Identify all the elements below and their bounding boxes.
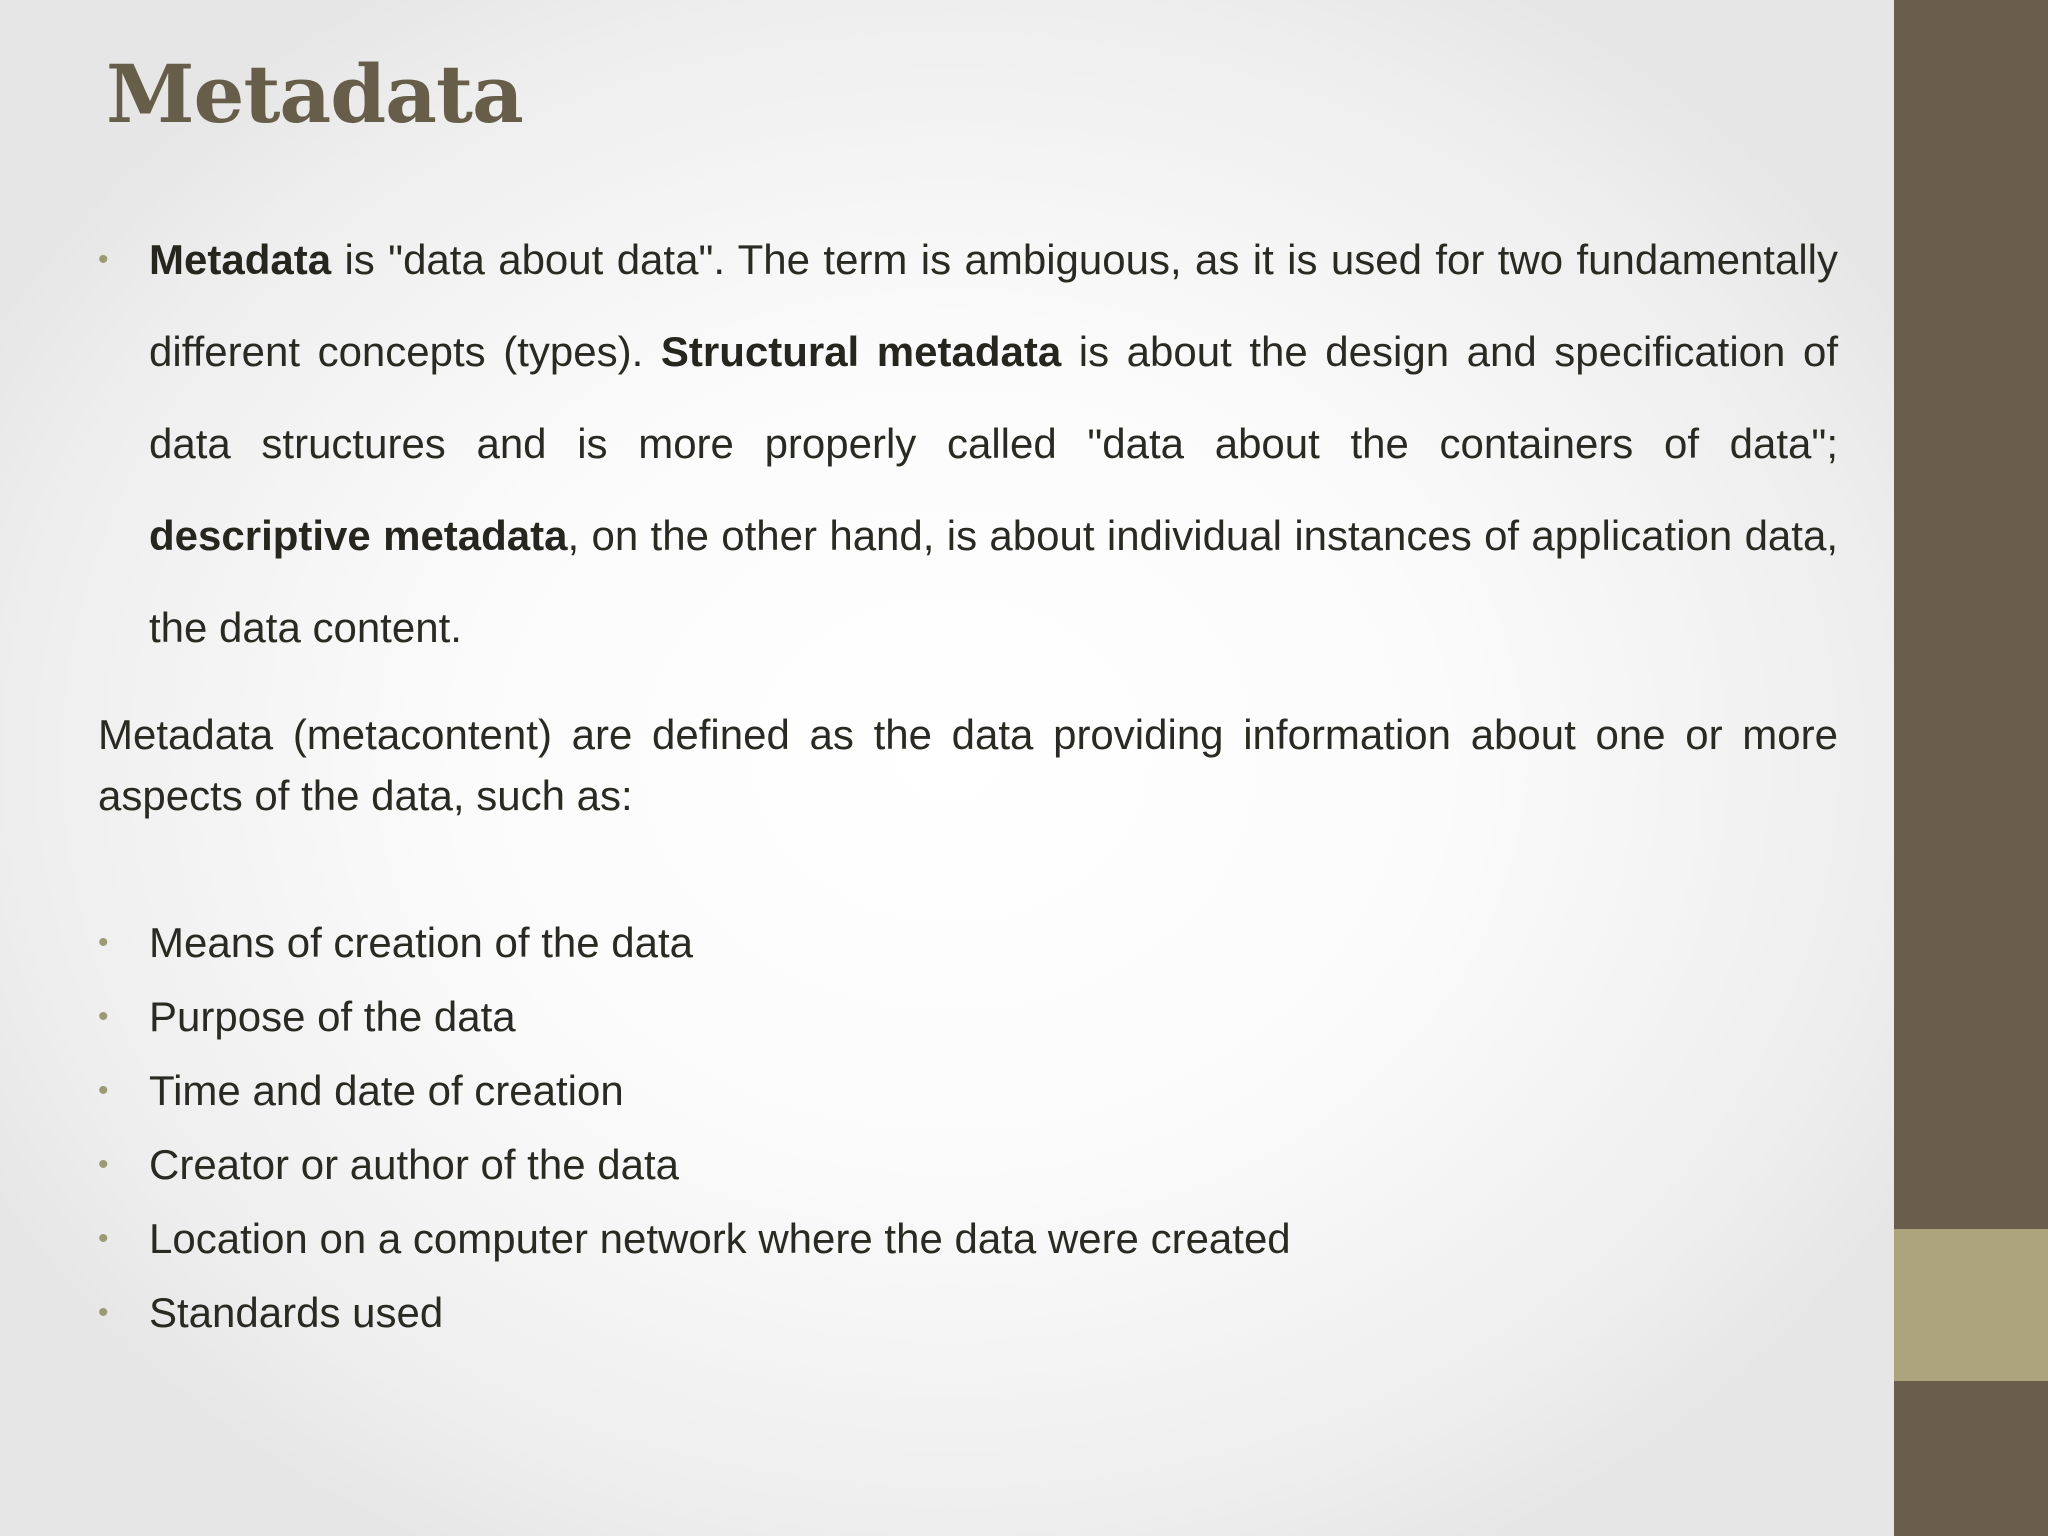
list-item-text: Means of creation of the data (149, 919, 694, 966)
aspects-list (98, 906, 1838, 1350)
list-item (98, 1128, 1838, 1202)
list-item-text: Purpose of the data (149, 993, 516, 1040)
bullet-icon: • (98, 1074, 109, 1107)
bullet-icon: • (98, 926, 109, 959)
bullet-icon: • (98, 1296, 109, 1329)
list-item (98, 1276, 1838, 1350)
list-item (98, 1054, 1838, 1128)
list-item-text: Standards used (149, 1289, 444, 1336)
intro-paragraph (98, 214, 1838, 674)
list-item (98, 1202, 1838, 1276)
page-title: Metadata (106, 47, 523, 141)
term-metadata: Metadata (149, 236, 332, 283)
bullet-icon: • (98, 243, 109, 276)
intro-text-2: is about the design and specification of data structures and is more properly called "data about the containers of data"; (149, 328, 1838, 467)
intro-text-3: , on the other hand, is about individual instances of application data, the data content. (149, 512, 1838, 651)
bullet-icon: • (98, 1000, 109, 1033)
list-item-text: Time and date of creation (149, 1067, 624, 1114)
list-item (98, 980, 1838, 1054)
bullet-icon: • (98, 1222, 109, 1255)
list-item-text: Creator or author of the data (149, 1141, 679, 1188)
sidebar-accent-block (1894, 1229, 2048, 1381)
intro-text-1: is "data about data". The term is ambiguous, as it is used for two fundamentally different concepts (types). (149, 236, 1838, 375)
list-item (98, 906, 1838, 980)
bullet-icon: • (98, 1148, 109, 1181)
list-item-text: Location on a computer network where the data were created (149, 1215, 1291, 1262)
term-descriptive-metadata: descriptive metadata (149, 512, 568, 559)
definition-paragraph: Metadata (metacontent) are defined as the data providing information about one or more aspects of the data, such as: (98, 711, 1838, 819)
term-structural-metadata: Structural metadata (660, 328, 1062, 375)
slide-content (98, 214, 1838, 1350)
